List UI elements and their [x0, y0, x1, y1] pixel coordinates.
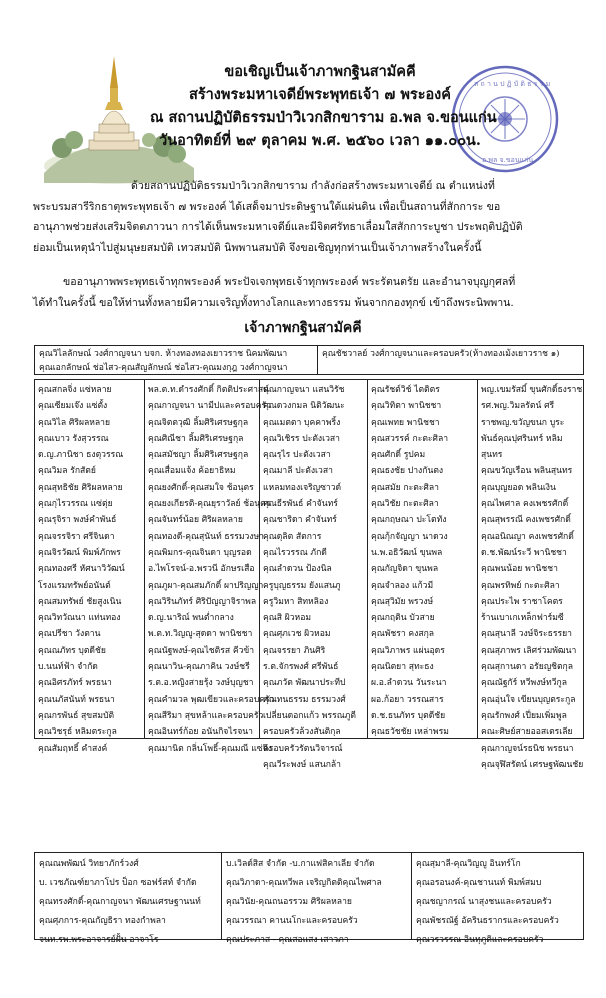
sponsor-name: ร้านเบาเกเหล็กฟาร์มซี — [481, 613, 564, 624]
paragraph-line: พระบรมสารีริกธาตุพระพุทธเจ้า ๗ พระองค์ ได้เสด็จมาประดิษฐานใต้แผ่นดิน เพื่อเป็นสถานที่สักการะ ขอ — [33, 200, 501, 213]
sponsor-name: คุณสีริมา สุขหล้าและครอบครัว — [148, 710, 264, 721]
invitation-paragraph — [33, 176, 581, 258]
sponsor-name: คุณพัชรา คงสกุล — [371, 629, 435, 640]
sponsor-name: ครูบุญธรรม ยังแสนภู — [263, 580, 341, 591]
sponsor-name: คุณดวงกมล นิติวัฒนะ — [263, 401, 345, 412]
sponsor-name: คุณกฤติน บัวสาย — [371, 613, 435, 624]
sponsor-name: คุณจำลอง แก้วมี — [371, 580, 434, 591]
paragraph-line: ย่อมเป็นเหตุนำไปสู่มนุษยสมบัติ เทวสมบัติ นิพพานสมบัติ จึงขอเชิญทุกท่านเป็นเจ้าภาพสร้างในครั้งนี้ — [33, 241, 482, 254]
sponsor-name: คุณกัญจิดา ขุนพล — [371, 564, 439, 575]
sponsor-name: คุณอิศรภัทร์ พรธนา — [38, 678, 112, 689]
sponsor-name: คุณจิรวัฒน์ พิมพ์ภักพร — [38, 547, 121, 558]
sponsor-name: ครอบครัวล้วงสันติกุล — [263, 727, 341, 738]
sponsor-name: คุณณัฐกัร์ หวีพงษ์ทวีกูล — [481, 678, 567, 689]
sponsor-name: พันธ์คุณปุศรินทร์ หลิม — [481, 433, 563, 444]
sponsor-name: คุณสมทรัพย์ ชัยสูงเนิน — [38, 596, 122, 607]
sponsor-name: ครูวิมหา สิทหลิอง — [263, 596, 329, 607]
section-title: เจ้าภาพกฐินสามัคคี — [244, 320, 362, 336]
sponsor-name: แหลมทองเจริญซาวด์ — [263, 482, 342, 493]
paragraph-line: อานุภาพช่วยส่งเสริมจิตตภาวนา การได้เห็นพระมหาเจดีย์และมีจิตศรัทธาเลื่อมใสสักการะบูชา ประพฤติปฏิบัติ — [33, 221, 523, 233]
sponsor-name: คุณพรทิพย์ กะตะศิลา — [481, 580, 560, 591]
sponsor-name: คุณอรอนงค์-คุณชานนท์ พิมพ์สมบ — [416, 878, 542, 888]
sponsor-name: โรงแรมทรัพย์อนันต์ — [38, 580, 111, 591]
sponsor-name: คุณธวัชชัย เหล่าพรม — [371, 727, 449, 738]
sponsor-name: คุณทองดี-คุณสุนันท์ ธรรมวงษา — [148, 531, 264, 542]
sponsor-name: ครอบครัวรัตนวิจารณ์ — [263, 743, 343, 754]
sponsor-name: คุณวรรณา คานนโกะและครอบครัว — [226, 916, 358, 926]
sponsor-name: พ.ต.ท.วิญญู-สุดดา พานิชชา — [148, 629, 253, 640]
svg-text:ส ถ า น ป ฏิ บั ติ ธ ร ร ม: ส ถ า น ป ฏิ บั ติ ธ ร ร ม — [474, 80, 551, 88]
sponsor-name: คุณคำมวล พุฒเขียวและครอบครัว — [148, 694, 275, 705]
sponsor-name: น.พ.อธิวัฒน์ ขุนพล — [371, 547, 443, 558]
sponsor-name: คุณบุญยอด พลินเงิน — [481, 482, 556, 493]
sponsor-name: คุณชาริดา คำจันทร์ — [263, 515, 337, 526]
sponsor-name: คุณนภัสนันท์ พรธนา — [38, 694, 115, 705]
sponsor-name: คุณวิภาดา-คุณทวีพล เจริญกิตติคุณไพศาล — [226, 878, 382, 888]
sponsor-name: พญ.เขมรัสมิ์ ขุนศักดิ์ธงราช — [481, 385, 583, 395]
sponsor-name: คุณวีระพงษ์ แสนกล้า — [263, 759, 341, 770]
sponsor-name: คุณกุไรวรรณ แซ่ตุ่ย — [38, 499, 113, 510]
sponsor-name: คุณยงเกียรติ-คุณยุราวัลย์ ช้อนุตร — [148, 499, 271, 510]
sponsor-name: คุณขวัญเรือน พลินสุนทร — [481, 466, 573, 477]
sponsor-name: คุณสุนาลี วงษ์จิระธรรยา — [481, 629, 572, 640]
sponsor-name: คุณสมัย กะตะศิลา — [371, 482, 439, 493]
sponsor-name: คุณสกลจิ่ง แซ่หลาย — [38, 385, 112, 395]
sponsor-name: คุณวิชัย กะตะศิลา — [371, 499, 439, 510]
sponsor-name: คุณวิเชิรร ปะตังเวสา — [263, 433, 340, 444]
sponsor-name: คุณชญากรณ์ นาสุงชนและครอบครัว — [416, 897, 552, 907]
sponsor-name: คุณมานิต กลิ่นโพธิ์-คุณมณี แซ่จึง — [148, 743, 272, 754]
sponsor-name: คุณกรพันธ์ สุขสมบัติ — [38, 710, 115, 721]
sponsor-name: คุณวิไล ศิริผลหลาย — [38, 417, 111, 428]
sponsor-name: คุณณพพัฒน์ วิทยาภักร์วงศ์ — [39, 859, 139, 869]
sponsor-name: คุณสุกานดา อรัยญชิตกุล — [481, 662, 574, 673]
sponsor-name: คุณจุฬิสรัตน์ เศรษฐพัฒนชัย — [481, 759, 584, 770]
paragraph-line: ขออานุภาพพระพุทธเจ้าทุกพระองค์ พระปัจเจกพุทธเจ้าทุกพระองค์ พระรัตนตรัย และอำนาจบุญกุศลที่ — [63, 276, 516, 288]
sponsor-name: คุณพิมกร-คุณจินดา บุญรอด — [148, 547, 252, 558]
bottom-sponsor-column-2 — [222, 853, 412, 945]
sponsor-name: คุณจันทร์น้อย ศิริผลหลาย — [148, 515, 243, 526]
sponsor-name: คุณประภาส - คุณสอแสง เสาวภา — [226, 935, 349, 945]
sponsor-column-5 — [478, 380, 584, 770]
title-line-1: ขอเชิญเป็นเจ้าภาพกฐินสามัคคี — [224, 63, 416, 80]
sponsor-name: คุณธีรพันธ์ คำจันทร์ — [263, 499, 338, 510]
sponsor-name: คุณประไพ ราชาโคตร — [481, 596, 563, 607]
sponsor-name: ผอ.ก้อยา วรรณสาร — [371, 694, 444, 705]
sponsor-name: บ.เวิลด์สิส จำกัด -บ.กาแฟสิคาเลีย จำกัด — [226, 859, 375, 869]
sponsor-line: คุณชัชวาลย์ วงศ์กาญจนาและครอบครัว(ห้างทองเม้งเยาวราช ๑) — [322, 349, 560, 359]
sponsor-name: คุณภวัต พัฒนาประทีป — [263, 678, 346, 689]
sponsor-name: ด.ช.ธนภัทร บุตดีชัย — [371, 710, 446, 721]
sponsor-name: คุณศิณีชา ลิ้มศิริเศรษฐกุล — [148, 433, 244, 444]
top-sponsor-table — [34, 345, 584, 375]
sponsor-name: คุณมาลี ปะตังเวสา — [263, 466, 333, 477]
bottom-sponsor-column-3 — [412, 853, 583, 945]
sponsor-name: คุณนิตยา สุทะธง — [371, 662, 434, 673]
sponsor-name: คุณสวรรค์ กะตะศิลา — [371, 433, 449, 444]
blessing-paragraph — [33, 272, 581, 313]
sponsor-name: คุณอุ่นใจ เขียนบุญตระกูล — [481, 694, 576, 705]
sponsor-name: คุณกุ้กจัญญา นาดวง — [371, 531, 448, 542]
bottom-sponsor-column-1 — [35, 853, 222, 945]
sponsor-name: เปลี่ยนดอกแก้ว พรรณภูตี — [263, 710, 356, 721]
sponsor-name: คุณกาญจน์รธนิช พรธนา — [481, 743, 574, 754]
sponsor-name: คุณวิรินภัทร์ ศิริปัญญาจิราพล — [148, 596, 257, 607]
sponsor-name: คุณกาญจนา นามีปและครอบครัว — [148, 401, 271, 412]
sponsor-name: คุณสมัชญา ลิ้มศิริเศรษฐกุล — [148, 450, 249, 461]
sponsor-name: คุณรุจิรา พงษ์คำพันธ์ — [38, 515, 117, 526]
sponsor-name: คุณอนิณญา คงเพชรศักดิ์ — [481, 531, 574, 542]
sponsor-name: คุณศุภเวช ผิวหอม — [263, 629, 331, 640]
sponsor-name: คุณศุภการ-คุณกัญธิรา ทองกำพลา — [39, 916, 166, 926]
top-sponsor-cell-left — [35, 346, 318, 374]
sponsor-name: คุณรักพงศ์ เปี่ยมเพิ่มพูล — [481, 710, 567, 721]
sponsor-name: คุณปรีชา วังตาน — [38, 629, 101, 640]
sponsor-name: จนท.รพ.พระอาจารย์ฝั้น อาจาโร — [39, 935, 159, 945]
paragraph-line: ได้ทำในครั้งนี้ ขอให้ท่านทั้งหลายมีความเจริญทั้งทางโลกและทางธรรม พ้นจากกองทุกข์ เข้าถึงพระนิพพาน. — [33, 296, 514, 309]
sponsor-name: คุณพัชรณัฐ์ อัครินธรากรและครอบครัว — [416, 916, 559, 926]
sponsor-name: บ.นนท์ฟ้า จำกัด — [38, 662, 98, 673]
sponsor-name: คณะศิษย์สายออสเตรเลีย — [481, 727, 573, 738]
sponsor-name: ด.ช.พัฒน์ระวี พานิชชา — [481, 547, 567, 558]
sponsor-name: คุณอินทร์ก้อย อนันกิจไรจนา — [148, 727, 253, 738]
sponsor-name: ด.ญ.นาริณ์ พนต่ำกลาง — [148, 613, 234, 624]
sponsor-line: คุณวิไลลักษณ์ วงศ์กาญจนา บจก. ห้างทองทองเยาวราช นิคมพัฒนา — [39, 349, 288, 359]
sponsor-name: คุณสุภาพร เลิศร่วมพัฒนา — [481, 645, 577, 656]
sponsor-name: คุณลำดวน ป้องนิล — [263, 564, 332, 575]
sponsor-column-1 — [35, 380, 145, 754]
paragraph-line: ด้วยสถานปฏิบัติธรรมป่าวิเวกสิกขาราม กำลังก่อสร้างพระมหาเจดีย์ ณ ตำแหน่งที่ — [131, 180, 495, 192]
sponsor-name: คุณไพศาล คงเพชรศักดิ์ — [481, 499, 569, 510]
sponsor-name: คุณทองศรี หัศนาวิวัฒน์ — [38, 564, 125, 575]
sponsor-name: คุณเสื่อมแจ้ง ค้อยาธิหม — [148, 466, 236, 477]
sponsor-name: คุณเบาว รังสุวรรณ — [38, 433, 109, 444]
sponsor-name: คุณรัชต์วิช์ ไตติตร — [371, 385, 440, 395]
svg-text:อ.พล จ.ขอนแก่น: อ.พล จ.ขอนแก่น — [482, 156, 534, 164]
sponsor-name: คุณรุไร ปะตังเวสา — [263, 450, 331, 461]
sponsor-name: สุนทร — [481, 450, 503, 461]
sponsor-name: คุณวรวรรณ อินทุภูติและครอบครัว — [416, 935, 544, 945]
sponsor-name: คุณจิตตวุฒิ ลิ้มศิริเศรษฐกุล — [148, 417, 249, 428]
sponsor-name: คุณนัฐพงษ์-คุณไชติรส คีวข้า — [148, 645, 255, 656]
sponsor-column-2 — [145, 380, 275, 754]
title-line-4: วันอาทิตย์ที่ ๒๙ ตุลาคม พ.ศ. ๒๕๖๐ เวลา ๑๑.๐๐น. — [159, 132, 481, 149]
sponsor-name: ราชพญ.ขวัญขนก บูระ — [481, 417, 565, 428]
sponsor-name: ด.ญ.ภานิชา ธงตุวรรณ — [38, 450, 124, 461]
sponsor-name: ร.ต.อ.หญิงสายรุ้ง วงษ์บุญชา — [148, 678, 254, 689]
sponsor-name: คุณเมตตา บุคคาพริ้ง — [263, 417, 341, 428]
sponsor-line: คุณเอกลักษณ์ ช่อไสว-คุณสัญลักษณ์ ช่อไสว-คุณมงกุฎ วงศ์กาญจนา — [39, 363, 288, 373]
sponsor-name: คุณสุทธิชัย ศิริผลหลาย — [38, 482, 123, 493]
bottom-sponsor-table — [34, 852, 584, 945]
title-block — [150, 60, 497, 152]
sponsor-name: คุณสุวิมัย พรวงษ์ — [371, 596, 434, 607]
sponsor-name: รศ.พญ.วิมลรัตน์ ศรี — [481, 401, 555, 412]
sponsor-name: คุณกาญจนา แสนวิรัช — [263, 385, 345, 395]
sponsor-name: คุณวินัย-คุณถนอรรวม ศิริผลหลาย — [226, 897, 352, 907]
sponsor-name: บ. เวชภัณฑ์ยาภาโปร ป็อก ซอฟร์สท์ จำกัด — [39, 878, 197, 888]
sponsor-name: ร.ต.จักรพงศ์ ศรีพันธ์ — [263, 662, 339, 673]
sponsor-name: คุณวิทวัณนา แท่นทอง — [38, 613, 121, 624]
sponsor-name: คุณนาวิน-คุณภาคิน วงษ์ชรี — [148, 662, 250, 673]
sponsor-name: คุณพนน้อย พานิชชา — [481, 564, 558, 575]
sponsor-name: คุณณภัทร บุตดีชัย — [38, 645, 106, 656]
sponsor-name: คุณสัมฤทธิ์ คำสงค์ — [38, 743, 108, 754]
sponsor-name: คุณดุลิต สัตการ — [263, 531, 322, 542]
sponsor-name: คุณเพทย พานิชชา — [371, 417, 440, 428]
title-line-3: ณ สถานปฏิบัติธรรมป่าวิเวกสิกขาราม อ.พล จ.ขอนแก่น — [150, 109, 497, 126]
sponsor-grid — [34, 379, 584, 770]
sponsor-column-3 — [260, 380, 368, 770]
sponsor-name: คุณทรงศักดิ์-คุณกาญจนา พัฒนเศรษฐานนท์ — [39, 897, 201, 907]
title-line-2: สร้างพระมหาเจดีย์พระพุทธเจ้า ๗ พระองค์ — [189, 86, 451, 103]
sponsor-name: พล.ต.ท.ดำรงศักดิ์ กิตติประศาสน์ — [148, 385, 270, 395]
sponsor-name: คุณสุมาลี-คุณวิญญู อินทร์โก — [416, 859, 521, 869]
sponsor-name: คุณเซียมเจ๊ง แซ่ตั้ง — [38, 401, 108, 412]
sponsor-name: คุณจรรยา ภินศิริ — [263, 645, 326, 656]
sponsor-name: อ.ไพโรจน์-อ.พรวนี อักษรเสือ — [148, 564, 255, 575]
sponsor-name: คุณศักดิ์ รูปคม — [371, 450, 426, 461]
sponsor-name: คุณสุพรรณี คงเพชรศักดิ์ — [481, 515, 571, 526]
sponsor-name: คุณไรวรรณ ภักดี — [263, 547, 327, 558]
sponsor-column-4 — [368, 380, 478, 738]
sponsor-name: คุณวิมล รักสัตย์ — [38, 466, 96, 477]
sponsor-name: คุณยงศักดิ์-คุณสมใจ ช้อนุตร — [148, 482, 254, 493]
sponsor-name: คุณทนธรรม ธรรมวงศ์ — [263, 694, 346, 705]
sponsor-name: คุณจรรจิรา ศรีจินดา — [38, 531, 115, 542]
sponsor-name: คุณวิชรุธ์ หลิมตระกูล — [38, 727, 117, 738]
sponsor-name: คุณสิ ผิวหอม — [263, 613, 312, 624]
sponsor-name: คุณกฤษณา ปะโตทัง — [371, 515, 447, 526]
sponsor-name: คุณธงชัย ปางกันตง — [371, 466, 444, 477]
sponsor-name: ผ.อ.ลำดวน วันระนา — [371, 678, 447, 689]
sponsor-name: คุณวิภาพร แผ่นอุดร — [371, 645, 445, 656]
sponsor-name: คุณวิทิตา พานิชชา — [371, 401, 442, 412]
top-sponsor-cell-right — [318, 346, 583, 374]
sponsor-name: คุณภูผา-คุณสมภักดิ์ ผาปริญญา — [148, 580, 264, 591]
